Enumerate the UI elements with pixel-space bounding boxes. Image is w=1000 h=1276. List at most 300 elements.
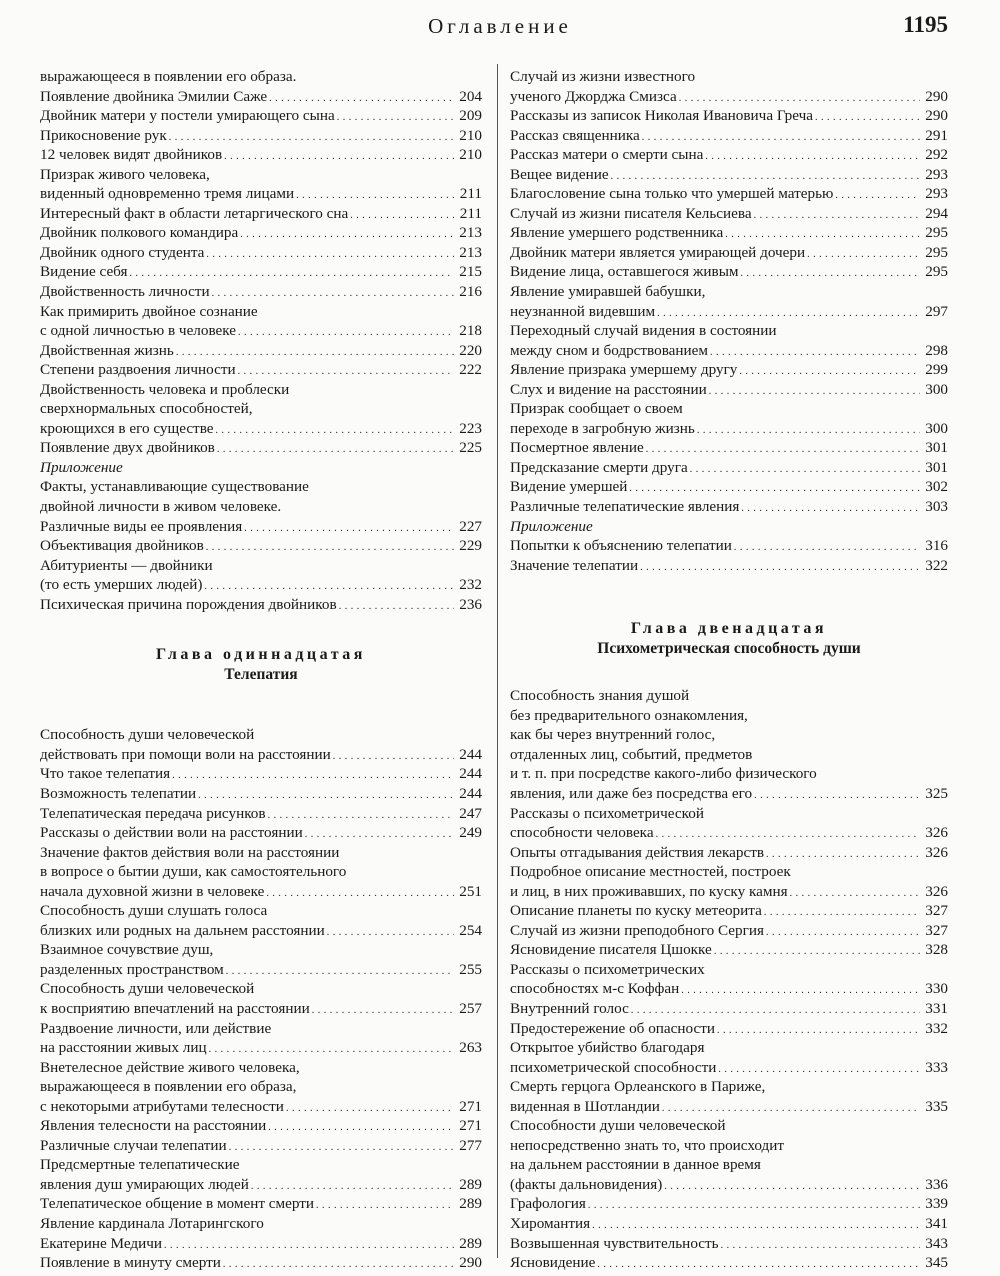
dot-leader bbox=[224, 145, 454, 165]
dot-leader bbox=[286, 1097, 454, 1117]
toc-entry[interactable] bbox=[40, 87, 482, 107]
toc-entry[interactable] bbox=[40, 1116, 482, 1136]
toc-entry[interactable] bbox=[510, 1175, 948, 1195]
toc-entry-page: 255 bbox=[459, 960, 482, 978]
toc-entry-page: 294 bbox=[925, 204, 948, 222]
toc-entry-page: 327 bbox=[925, 902, 948, 920]
chapter-11-subtitle: Телепатия bbox=[224, 666, 298, 684]
toc-entry[interactable] bbox=[510, 243, 948, 263]
toc-entry-page: 326 bbox=[925, 882, 948, 900]
toc-entry-page: 210 bbox=[459, 146, 482, 164]
toc-entry-page: 236 bbox=[459, 595, 482, 613]
toc-entry[interactable] bbox=[40, 223, 482, 243]
toc-entry[interactable] bbox=[40, 1038, 482, 1058]
toc-entry-title: Попытки к объяснению телепатии bbox=[510, 537, 732, 555]
toc-entry-page: 299 bbox=[925, 361, 948, 379]
dot-leader bbox=[764, 901, 920, 921]
toc-entry-title: Появление двух двойников bbox=[40, 439, 215, 457]
toc-entry-page: 295 bbox=[925, 243, 948, 261]
toc-entry-page: 303 bbox=[925, 498, 948, 516]
toc-entry[interactable] bbox=[510, 126, 948, 146]
dot-leader bbox=[269, 87, 454, 107]
toc-entry-line: отдаленных лиц, событий, предметов bbox=[510, 745, 753, 763]
toc-entry[interactable] bbox=[40, 1097, 482, 1117]
toc-entry-title: переходе в загробную жизнь bbox=[510, 419, 695, 437]
toc-entry[interactable] bbox=[510, 979, 948, 999]
toc-entry-line: Раздвоение личности, или действие bbox=[40, 1019, 272, 1037]
toc-entry[interactable] bbox=[40, 184, 482, 204]
toc-entry[interactable] bbox=[510, 823, 948, 843]
toc-entry[interactable] bbox=[40, 1194, 482, 1214]
toc-entry-page: 336 bbox=[925, 1175, 948, 1193]
toc-entry-title: Опыты отгадывания действия лекарств bbox=[510, 843, 765, 861]
toc-entry-line: Переходный случай видения в состоянии bbox=[510, 322, 777, 340]
toc-entry-title: Хиромантия bbox=[510, 1214, 591, 1232]
toc-entry-title: Посмертное явление bbox=[510, 439, 644, 457]
dot-leader bbox=[835, 184, 920, 204]
dot-leader bbox=[223, 1253, 454, 1273]
toc-entry[interactable] bbox=[40, 126, 482, 146]
toc-entry[interactable] bbox=[40, 1136, 482, 1156]
toc-entry-title: Двойник полкового командира bbox=[40, 224, 239, 242]
dot-leader bbox=[766, 843, 920, 863]
dot-leader bbox=[251, 1175, 454, 1195]
toc-entry-title: Вещее видение bbox=[510, 165, 609, 183]
toc-entry-page: 254 bbox=[459, 921, 482, 939]
dot-leader bbox=[657, 302, 920, 322]
toc-entry[interactable] bbox=[510, 477, 948, 497]
toc-entry-line: сверхнормальных способностей, bbox=[40, 400, 253, 418]
dot-leader bbox=[169, 126, 454, 146]
toc-entry-line: как бы через внутренний голос, bbox=[510, 726, 716, 744]
toc-entry[interactable] bbox=[40, 921, 482, 941]
dot-leader bbox=[710, 341, 920, 361]
toc-entry-title: 12 человек видят двойников bbox=[40, 146, 223, 164]
toc-entry-page: 327 bbox=[925, 921, 948, 939]
toc-entry-title: Психическая причина порождения двойников bbox=[40, 595, 337, 613]
dot-leader bbox=[592, 1214, 920, 1234]
toc-entry-line: Абитуриенты — двойники bbox=[40, 556, 213, 574]
dot-leader bbox=[238, 321, 454, 341]
toc-entry[interactable] bbox=[510, 438, 948, 458]
toc-entry[interactable] bbox=[510, 87, 948, 107]
dot-leader bbox=[640, 556, 920, 576]
toc-entry-title: Возвышенная чувствительность bbox=[510, 1234, 719, 1252]
toc-entry-title: Объективация двойников bbox=[40, 537, 204, 555]
dot-leader bbox=[238, 360, 454, 380]
chapter-12-title: Глава двенадцатая bbox=[630, 620, 828, 638]
dot-leader bbox=[316, 1194, 454, 1214]
toc-entry-page: 211 bbox=[459, 204, 482, 222]
toc-entry-page: 215 bbox=[459, 263, 482, 281]
toc-entry-page: 293 bbox=[925, 165, 948, 183]
toc-entry-page: 277 bbox=[459, 1136, 482, 1154]
toc-entry[interactable] bbox=[40, 784, 482, 804]
toc-entry-page: 295 bbox=[925, 263, 948, 281]
toc-entry-page: 229 bbox=[459, 537, 482, 555]
toc-entry[interactable] bbox=[40, 823, 482, 843]
toc-entry[interactable] bbox=[510, 1253, 948, 1273]
toc-entry-page: 290 bbox=[925, 107, 948, 125]
toc-entry-page: 271 bbox=[459, 1097, 482, 1115]
toc-entry[interactable] bbox=[40, 745, 482, 765]
dot-leader bbox=[198, 784, 454, 804]
toc-entry-page: 322 bbox=[925, 556, 948, 574]
toc-entry-page: 325 bbox=[925, 784, 948, 802]
dot-leader bbox=[204, 575, 454, 595]
toc-entry-line: Рассказы о психометрической bbox=[510, 804, 704, 822]
toc-entry-title: с некоторыми атрибутами телесности bbox=[40, 1097, 284, 1115]
toc-entry-page: 292 bbox=[925, 146, 948, 164]
toc-entry[interactable] bbox=[40, 204, 482, 224]
toc-entry-title: (то есть умерших людей) bbox=[40, 576, 203, 594]
toc-entry-title: разделенных пространством bbox=[40, 960, 224, 978]
toc-entry-title: на расстоянии живых лиц bbox=[40, 1039, 207, 1057]
toc-entry-page: 295 bbox=[925, 224, 948, 242]
dot-leader bbox=[212, 282, 454, 302]
dot-leader bbox=[176, 341, 454, 361]
dot-leader bbox=[266, 882, 454, 902]
toc-entry[interactable] bbox=[40, 1234, 482, 1254]
dot-leader bbox=[312, 999, 454, 1019]
toc-entry[interactable] bbox=[40, 804, 482, 824]
toc-entry-page: 298 bbox=[925, 341, 948, 359]
toc-entry-line: Внетелесное действие живого человека, bbox=[40, 1058, 300, 1076]
dot-leader bbox=[714, 940, 920, 960]
dot-leader bbox=[681, 979, 920, 999]
toc-entry[interactable] bbox=[40, 960, 482, 980]
toc-entry-title: кроющихся в его существе bbox=[40, 419, 214, 437]
toc-entry-line: и т. п. при посредстве какого-либо физического bbox=[510, 765, 817, 783]
toc-entry-page: 328 bbox=[925, 941, 948, 959]
toc-entry-page: 227 bbox=[459, 517, 482, 535]
toc-entry-title: Телепатическая передача рисунков bbox=[40, 804, 266, 822]
toc-entry[interactable] bbox=[510, 360, 948, 380]
toc-entry-title: Двойственная жизнь bbox=[40, 341, 174, 359]
toc-entry-title: виденный одновременно тремя лицами bbox=[40, 185, 295, 203]
toc-entry-page: 300 bbox=[925, 380, 948, 398]
right-column bbox=[510, 67, 948, 1273]
toc-entry-page: 257 bbox=[459, 999, 482, 1017]
toc-entry[interactable] bbox=[510, 1097, 948, 1117]
toc-entry-page: 209 bbox=[459, 107, 482, 125]
toc-entry[interactable] bbox=[510, 999, 948, 1019]
dot-leader bbox=[754, 204, 920, 224]
toc-entry-page: 345 bbox=[925, 1254, 948, 1272]
toc-entry-title: Рассказы о действии воли на расстоянии bbox=[40, 824, 303, 842]
toc-entry[interactable] bbox=[40, 575, 482, 595]
toc-entry[interactable] bbox=[510, 901, 948, 921]
toc-entry-title: Рассказ священника bbox=[510, 126, 640, 144]
toc-entry-title: Рассказ матери о смерти сына bbox=[510, 146, 704, 164]
toc-entry-title: Описание планеты по куску метеорита bbox=[510, 902, 762, 920]
toc-entry-line: Как примирить двойное сознание bbox=[40, 302, 258, 320]
toc-entry[interactable] bbox=[510, 882, 948, 902]
toc-entry-page: 289 bbox=[459, 1175, 482, 1193]
left-column bbox=[40, 67, 482, 1273]
dot-leader bbox=[216, 419, 454, 439]
dot-leader bbox=[333, 745, 454, 765]
toc-entry-page: 225 bbox=[459, 439, 482, 457]
toc-entry[interactable] bbox=[510, 497, 948, 517]
dot-leader bbox=[739, 360, 920, 380]
toc-entry-line: Призрак сообщает о своем bbox=[510, 400, 683, 418]
dot-leader bbox=[229, 1136, 454, 1156]
toc-entry-title: с одной личностью в человеке bbox=[40, 322, 237, 340]
toc-entry[interactable] bbox=[510, 145, 948, 165]
toc-entry-line: Подробное описание местностей, построек bbox=[510, 863, 791, 881]
dot-leader bbox=[766, 921, 920, 941]
toc-entry-title: Явление умершего родственника bbox=[510, 224, 724, 242]
toc-entry[interactable] bbox=[510, 302, 948, 322]
toc-entry-page: 290 bbox=[925, 87, 948, 105]
dot-leader bbox=[611, 165, 920, 185]
toc-entry-page: 211 bbox=[459, 185, 482, 203]
toc-entry-line: Двойственность человека и проблески bbox=[40, 380, 290, 398]
dot-leader bbox=[631, 999, 920, 1019]
toc-entry[interactable] bbox=[510, 536, 948, 556]
dot-leader bbox=[705, 145, 920, 165]
page-number: 1195 bbox=[903, 12, 948, 37]
toc-entry-page: 301 bbox=[925, 439, 948, 457]
toc-entry-title: Рассказы из записок Николая Ивановича Греча bbox=[510, 107, 814, 125]
toc-entry-line: Значение фактов действия воли на расстоянии bbox=[40, 843, 340, 861]
toc-entry[interactable] bbox=[40, 438, 482, 458]
toc-entry[interactable] bbox=[510, 940, 948, 960]
toc-entry[interactable] bbox=[510, 556, 948, 576]
toc-entry-line: Факты, устанавливающие существование bbox=[40, 478, 309, 496]
toc-entry[interactable] bbox=[510, 1214, 948, 1234]
toc-entry[interactable] bbox=[40, 282, 482, 302]
chapter-12-heading bbox=[510, 619, 948, 686]
toc-entry-title: Различные виды ее проявления bbox=[40, 517, 243, 535]
toc-entry-title: Появление в минуту смерти bbox=[40, 1254, 221, 1272]
dot-leader bbox=[664, 1175, 920, 1195]
toc-entry[interactable] bbox=[510, 1019, 948, 1039]
dot-leader bbox=[646, 438, 920, 458]
toc-entry-title: Различные случаи телепатии bbox=[40, 1136, 227, 1154]
toc-entry-page: 330 bbox=[925, 980, 948, 998]
toc-entry[interactable] bbox=[40, 145, 482, 165]
toc-entry-page: 335 bbox=[925, 1097, 948, 1115]
dot-leader bbox=[130, 262, 454, 282]
toc-entry[interactable] bbox=[40, 360, 482, 380]
toc-entry-page: 339 bbox=[925, 1195, 948, 1213]
toc-entry-line: Явление умиравшей бабушки, bbox=[510, 283, 706, 301]
toc-entry-title: Графология bbox=[510, 1195, 586, 1213]
dot-leader bbox=[296, 184, 454, 204]
dot-leader bbox=[268, 804, 454, 824]
toc-entry-title: Явления телесности на расстоянии bbox=[40, 1117, 267, 1135]
toc-entry-page: 213 bbox=[459, 224, 482, 242]
toc-entry-title: способностях м-с Коффан bbox=[510, 980, 680, 998]
toc-entry[interactable] bbox=[40, 536, 482, 556]
toc-entry-page: 301 bbox=[925, 458, 948, 476]
toc-entry[interactable] bbox=[510, 380, 948, 400]
dot-leader bbox=[815, 106, 920, 126]
toc-entry[interactable] bbox=[40, 764, 482, 784]
dot-leader bbox=[209, 1038, 454, 1058]
toc-entry[interactable] bbox=[40, 517, 482, 537]
dot-leader bbox=[721, 1234, 920, 1254]
dot-leader bbox=[206, 536, 454, 556]
toc-entry[interactable] bbox=[40, 1253, 482, 1273]
toc-entry-line: на дальнем расстоянии в данное время bbox=[510, 1156, 761, 1174]
dot-leader bbox=[790, 882, 920, 902]
toc-entry-line: двойной личности в живом человеке. bbox=[40, 498, 282, 516]
toc-entry-title: Внутренний голос bbox=[510, 999, 629, 1017]
toc-entry-page: 244 bbox=[459, 765, 482, 783]
toc-entry[interactable] bbox=[510, 1194, 948, 1214]
toc-entry-page: 271 bbox=[459, 1117, 482, 1135]
toc-entry[interactable] bbox=[510, 843, 948, 863]
toc-entry-line: Случай из жизни известного bbox=[510, 68, 696, 85]
toc-list-right-bottom bbox=[510, 686, 948, 1272]
toc-entry[interactable] bbox=[510, 921, 948, 941]
toc-entry-page: 247 bbox=[459, 804, 482, 822]
dot-leader bbox=[725, 223, 920, 243]
toc-entry-page: 300 bbox=[925, 419, 948, 437]
dot-leader bbox=[717, 1019, 920, 1039]
toc-entry[interactable] bbox=[40, 262, 482, 282]
toc-entry-page: 333 bbox=[925, 1058, 948, 1076]
toc-entry-title: Предостережение об опасности bbox=[510, 1019, 716, 1037]
toc-entry-line: Смерть герцога Орлеанского в Париже, bbox=[510, 1078, 766, 1096]
toc-entry-title: Интересный факт в области летаргического сна bbox=[40, 204, 349, 222]
toc-entry[interactable] bbox=[510, 341, 948, 361]
toc-entry-page: 220 bbox=[459, 341, 482, 359]
toc-entry-page: 251 bbox=[459, 882, 482, 900]
chapter-11-heading bbox=[40, 645, 482, 725]
toc-entry-page: 244 bbox=[459, 784, 482, 802]
toc-entry[interactable] bbox=[510, 165, 948, 185]
dot-leader bbox=[226, 960, 454, 980]
toc-entry-title: Видение себя bbox=[40, 263, 128, 281]
toc-entry-line: непосредственно знать то, что происходит bbox=[510, 1136, 784, 1154]
toc-entry-page: 326 bbox=[925, 843, 948, 861]
toc-entry-line: Способность души человеческой bbox=[40, 980, 255, 998]
toc-entry-title: Двойственность личности bbox=[40, 283, 210, 301]
toc-entry[interactable] bbox=[510, 784, 948, 804]
toc-entry-page: 343 bbox=[925, 1234, 948, 1252]
toc-entry-page: 218 bbox=[459, 322, 482, 340]
toc-entry[interactable] bbox=[40, 595, 482, 615]
dot-leader bbox=[597, 1253, 920, 1273]
toc-entry-title: Двойник матери является умирающей дочери bbox=[510, 243, 806, 261]
toc-entry-page: 210 bbox=[459, 126, 482, 144]
toc-entry[interactable] bbox=[40, 106, 482, 126]
toc-entry-page: 291 bbox=[925, 126, 948, 144]
toc-entry-title: Прикосновение рук bbox=[40, 126, 167, 144]
dot-leader bbox=[327, 921, 454, 941]
dot-leader bbox=[697, 419, 920, 439]
toc-entry[interactable] bbox=[510, 419, 948, 439]
toc-entry-title: действовать при помощи воли на расстоянии bbox=[40, 745, 331, 763]
toc-entry-title: и лиц, в них проживавших, по куску камня bbox=[510, 882, 788, 900]
toc-entry-page: 302 bbox=[925, 478, 948, 496]
toc-entry[interactable] bbox=[40, 1175, 482, 1195]
toc-entry[interactable] bbox=[40, 999, 482, 1019]
toc-entry[interactable] bbox=[510, 223, 948, 243]
toc-entry-page: 293 bbox=[925, 185, 948, 203]
toc-entry[interactable] bbox=[510, 1058, 948, 1078]
toc-entry-page: 297 bbox=[925, 302, 948, 320]
toc-entry-title: Ясновидение bbox=[510, 1254, 596, 1272]
toc-entry-title: Слух и видение на расстоянии bbox=[510, 380, 707, 398]
toc-entry[interactable] bbox=[510, 184, 948, 204]
toc-entry-title: Екатерине Медичи bbox=[40, 1234, 163, 1252]
toc-entry[interactable] bbox=[40, 321, 482, 341]
toc-entry[interactable] bbox=[510, 106, 948, 126]
dot-leader bbox=[350, 204, 454, 224]
toc-entry[interactable] bbox=[40, 419, 482, 439]
toc-entry-page: 263 bbox=[459, 1039, 482, 1057]
dot-leader bbox=[741, 497, 920, 517]
toc-entry-title: Явление призрака умершему другу bbox=[510, 361, 738, 379]
toc-entry[interactable] bbox=[510, 204, 948, 224]
dot-leader bbox=[268, 1116, 454, 1136]
toc-entry[interactable] bbox=[510, 458, 948, 478]
toc-entry-page: 331 bbox=[925, 999, 948, 1017]
toc-list-left-bottom bbox=[40, 725, 482, 1272]
toc-entry[interactable] bbox=[40, 243, 482, 263]
toc-entry-title: Телепатическое общение в момент смерти bbox=[40, 1195, 315, 1213]
chapter-12-subtitle: Психометрическая способность души bbox=[597, 640, 861, 658]
toc-entry[interactable] bbox=[510, 1234, 948, 1254]
toc-entry-title: Предсказание смерти друга bbox=[510, 458, 688, 476]
toc-entry-title: (факты дальновидения) bbox=[510, 1175, 663, 1193]
running-header: Оглавление bbox=[428, 14, 572, 38]
toc-entry-page: 289 bbox=[459, 1234, 482, 1252]
dot-leader bbox=[172, 764, 454, 784]
dot-leader bbox=[217, 438, 454, 458]
toc-entry-title: Значение телепатии bbox=[510, 556, 639, 574]
toc-entry-title: ученого Джорджа Смизса bbox=[510, 87, 677, 105]
appendix-label: Приложение bbox=[510, 517, 593, 535]
toc-entry-title: виденная в Шотландии bbox=[510, 1097, 660, 1115]
toc-entry-page: 332 bbox=[925, 1019, 948, 1037]
toc-entry[interactable] bbox=[510, 262, 948, 282]
toc-entry-page: 232 bbox=[459, 576, 482, 594]
chapter-11-title: Глава одиннадцатая bbox=[156, 646, 366, 664]
toc-entry-title: неузнанной видевшим bbox=[510, 302, 656, 320]
toc-entry-line: Взаимное сочувствие душ, bbox=[40, 941, 214, 959]
dot-leader bbox=[662, 1097, 920, 1117]
toc-entry-page: 316 bbox=[925, 537, 948, 555]
toc-entry-title: явления душ умирающих людей bbox=[40, 1175, 249, 1193]
dot-leader bbox=[741, 262, 920, 282]
toc-entry-line: Рассказы о психометрических bbox=[510, 960, 705, 978]
toc-entry[interactable] bbox=[40, 341, 482, 361]
dot-leader bbox=[305, 823, 454, 843]
toc-entry[interactable] bbox=[40, 882, 482, 902]
toc-entry-title: начала духовной жизни в человеке bbox=[40, 882, 265, 900]
toc-entry-title: Случай из жизни писателя Кельсиева bbox=[510, 204, 752, 222]
column-divider bbox=[497, 64, 498, 1258]
dot-leader bbox=[337, 106, 454, 126]
dot-leader bbox=[240, 223, 454, 243]
dot-leader bbox=[709, 380, 920, 400]
toc-entry-line: без предварительного ознакомления, bbox=[510, 706, 748, 724]
toc-entry-page: 216 bbox=[459, 283, 482, 301]
dot-leader bbox=[206, 243, 454, 263]
toc-entry-page: 222 bbox=[459, 361, 482, 379]
toc-entry-line: выражающееся в появлении его образа. bbox=[40, 68, 297, 85]
toc-entry-line: Способность души слушать голоса bbox=[40, 902, 268, 920]
dot-leader bbox=[754, 784, 920, 804]
toc-entry-title: к восприятию впечатлений на расстоянии bbox=[40, 999, 310, 1017]
toc-entry-title: близких или родных на дальнем расстоянии bbox=[40, 921, 325, 939]
